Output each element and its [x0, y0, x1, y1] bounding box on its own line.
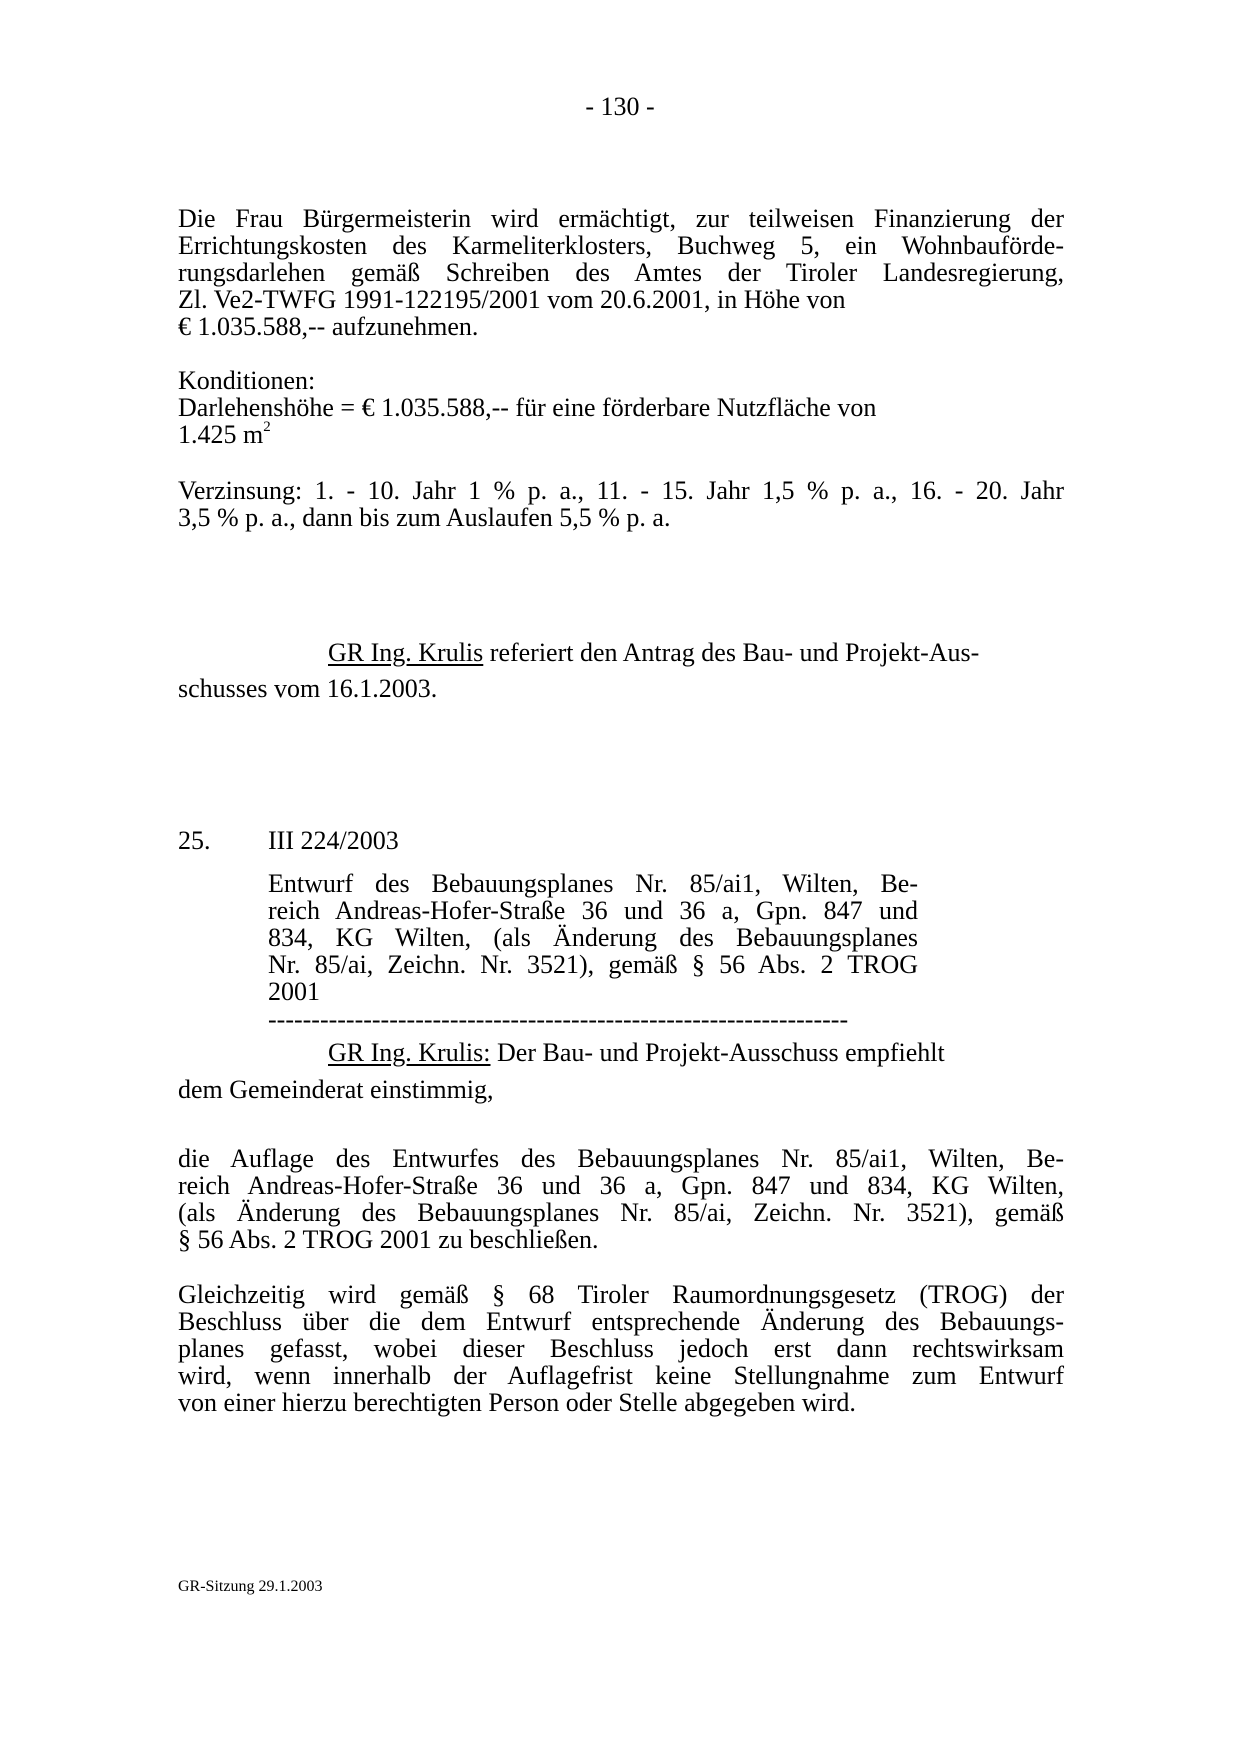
text-line: Verzinsung: 1. - 10. Jahr 1 % p. a., 11. - 15. Jahr 1,5 % p. a., 16. - 20. Jahr: [178, 476, 1064, 505]
report-text: referiert den Antrag des Bau- und Projekt-Aus-: [483, 638, 980, 667]
area-value: 1.425 m: [178, 420, 264, 449]
text-line: planes gefasst, wobei dieser Beschluss jedoch erst dann rechtswirksam: [178, 1334, 1064, 1363]
title-line: reich Andreas-Hofer-Straße 36 und 36 a, Gpn. 847 und: [268, 896, 918, 925]
item-reference: III 224/2003: [268, 826, 399, 855]
title-line: Entwurf des Bebauungsplanes Nr. 85/ai1, Wilten, Be-: [268, 869, 918, 898]
text-line: (als Änderung des Bebauungsplanes Nr. 85/ai, Zeichn. Nr. 3521), gemäß: [178, 1198, 1064, 1227]
text-line: wird, wenn innerhalb der Auflagefrist keine Stellungnahme zum Entwurf: [178, 1361, 1064, 1390]
interest-paragraph: [178, 477, 1064, 531]
text-line: reich Andreas-Hofer-Straße 36 und 36 a, Gpn. 847 und 834, KG Wilten,: [178, 1171, 1064, 1200]
page-number: - 130 -: [585, 92, 655, 121]
speaker-name: GR Ing. Krulis: [328, 638, 484, 667]
financing-paragraph: [178, 205, 1064, 340]
report-continuation: schusses vom 16.1.2003.: [178, 674, 438, 703]
recommendation-line: [328, 1038, 945, 1068]
speaker-name: GR Ing. Krulis:: [328, 1038, 491, 1067]
text-line: § 56 Abs. 2 TROG 2001 zu beschließen.: [178, 1225, 599, 1254]
resolution-paragraph: [178, 1145, 1064, 1253]
title-line: 2001: [268, 977, 320, 1006]
recommendation-continuation: dem Gemeinderat einstimmig,: [178, 1075, 494, 1104]
item-number: 25.: [178, 826, 211, 855]
loan-amount-line: Darlehenshöhe = € 1.035.588,-- für eine förderbare Nutzfläche von: [178, 393, 877, 422]
report-line: [328, 638, 979, 668]
text-line: Die Frau Bürgermeisterin wird ermächtigt, zur teilweisen Finanzierung der: [178, 204, 1064, 233]
conditions-section: [178, 367, 1064, 448]
text-line: Gleichzeitig wird gemäß § 68 Tiroler Raumordnungsgesetz (TROG) der: [178, 1280, 1064, 1309]
text-line: von einer hierzu berechtigten Person oder Stelle abgegeben wird.: [178, 1388, 856, 1417]
text-line: Zl. Ve2-TWFG 1991-122195/2001 vom 20.6.2001, in Höhe von: [178, 285, 846, 314]
simultaneous-paragraph: [178, 1281, 1064, 1416]
text-line: € 1.035.588,-- aufzunehmen.: [178, 312, 479, 341]
recommendation-text: Der Bau- und Projekt-Ausschuss empfiehlt: [490, 1038, 945, 1067]
text-line: Errichtungskosten des Karmeliterklosters, Buchweg 5, ein Wohnbauförde-: [178, 231, 1064, 260]
text-line: die Auflage des Entwurfes des Bebauungsplanes Nr. 85/ai1, Wilten, Be-: [178, 1144, 1064, 1173]
title-line: 834, KG Wilten, (als Änderung des Bebauungsplanes: [268, 923, 918, 952]
area-line: [178, 421, 1064, 448]
footer-session-date: GR-Sitzung 29.1.2003: [178, 1578, 323, 1595]
area-superscript: 2: [263, 419, 271, 435]
conditions-heading: Konditionen:: [178, 366, 316, 395]
text-line: rungsdarlehen gemäß Schreiben des Amtes der Tiroler Landesregierung,: [178, 258, 1064, 287]
text-line: Beschluss über die dem Entwurf entsprechende Änderung des Bebauungs-: [178, 1307, 1064, 1336]
separator-line: -------------------------------------------------------------------: [268, 1005, 849, 1034]
item-title: [268, 870, 918, 1005]
text-line: 3,5 % p. a., dann bis zum Auslaufen 5,5 % p. a.: [178, 503, 671, 532]
title-line: Nr. 85/ai, Zeichn. Nr. 3521), gemäß § 56 Abs. 2 TROG: [268, 950, 918, 979]
